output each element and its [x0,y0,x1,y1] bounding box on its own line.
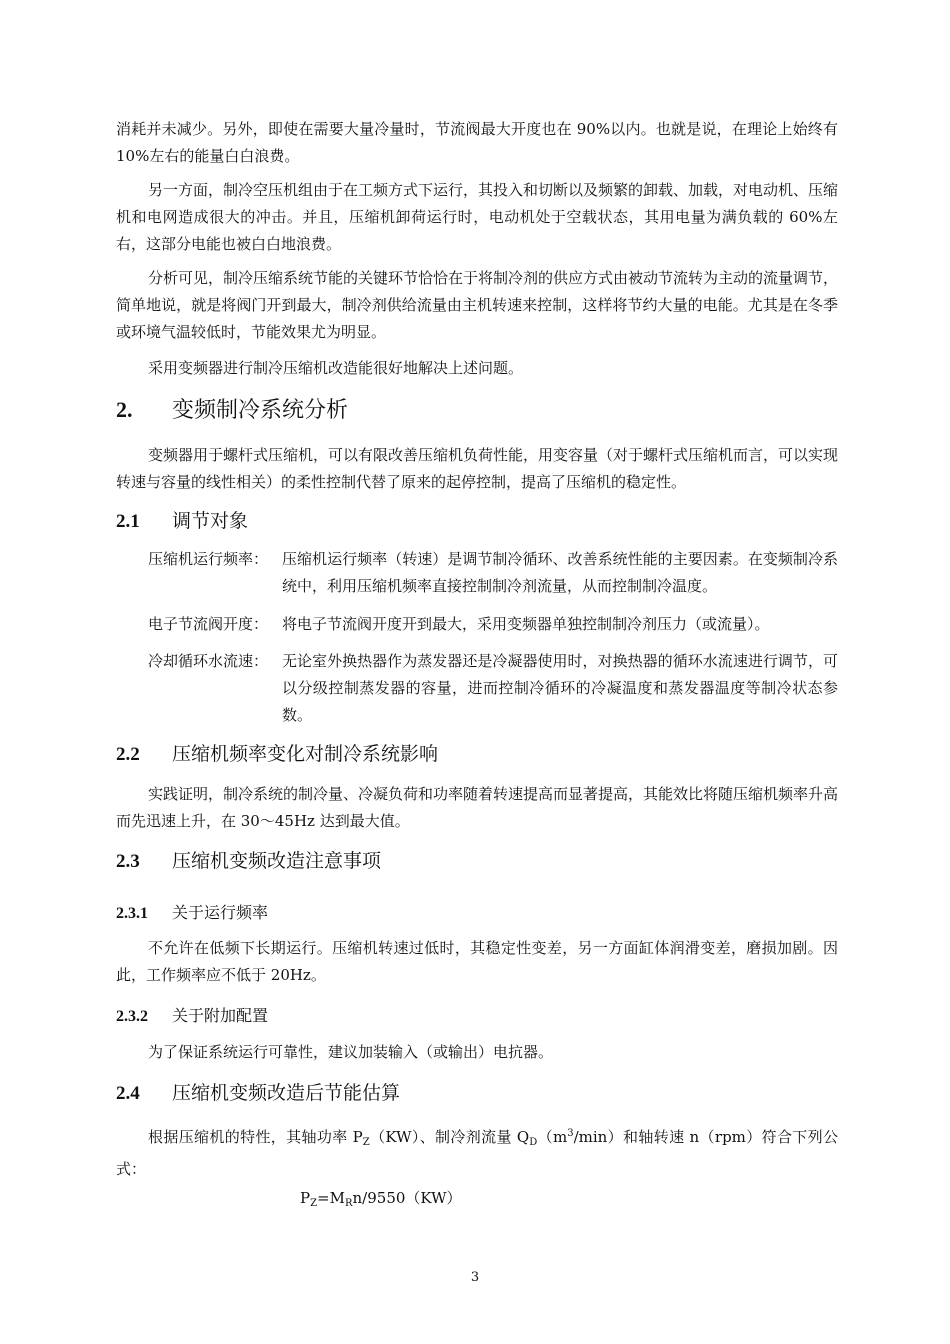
definition-desc: 无论室外换热器作为蒸发器还是冷凝器使用时，对换热器的循环水流速进行调节，可以分级控制蒸发器的容量，进而控制冷循环的冷凝温度和蒸发器温度等制冷状态参数。 [282,652,838,724]
section-heading-2-2 [116,741,438,768]
section-heading-2-3 [116,848,381,875]
paragraph-reactor: 为了保证系统运行可靠性，建议加装输入（或输出）电抗器。 [148,1043,554,1061]
paragraph-impact: 另一方面，制冷空压机组由于在工频方式下运行，其投入和切断以及频繁的卸载、加载，对电动机、压缩机和电网造成很大的冲击。并且，压缩机卸荷运行时，电动机处于空载状态，其用电量为满负载的 60%左右，这部分电能也被白白地浪费。 [116,181,839,253]
text-segment: /min）和轴转速 n（rpm）符合下列公式： [116,1128,838,1178]
section-title: 压缩机频率变化对制冷系统影响 [172,743,439,765]
definition-item [148,546,838,600]
text-segment: （m [537,1128,568,1146]
section-number: 2.3.2 [116,1008,148,1025]
section-heading-2-3-2 [116,1004,268,1029]
paragraph-practice: 实践证明，制冷系统的制冷量、冷凝负荷和功率随着转速提高而显著提高，其能效比将随压缩机频率升高而先迅速上升，在 30～45Hz 达到最大值。 [116,785,839,830]
section-heading-2-1 [116,508,248,535]
definition-desc: 压缩机运行频率（转速）是调节制冷循环、改善系统性能的主要因素。在变频制冷系统中，利用压缩机频率直接控制制冷剂流量，从而控制制冷温度。 [282,550,838,595]
paragraph-analysis: 分析可见，制冷压缩系统节能的关键环节恰恰在于将制冷剂的供应方式由被动节流转为主动的流量调节，简单地说，就是将阀门开到最大，制冷剂供给流量由主机转速来控制，这样将节约大量的电能。尤其是在冬季或环境气温较低时，节能效果尤为明显。 [116,269,839,341]
paragraph-energy-waste: 消耗并未减少。另外，即使在需要大量冷量时，节流阀最大开度也在 90%以内。也就是说，在理论上始终有 10%左右的能量白白浪费。 [116,120,838,165]
subscript: Z [362,1137,370,1148]
definition-term: 电子节流阀开度： [148,615,269,633]
definition-term: 压缩机运行频率： [148,550,269,568]
subscript: R [344,1198,353,1209]
section-title: 压缩机变频改造后节能估算 [172,1082,401,1104]
section-number: 2.2 [116,744,140,765]
definition-item [148,648,838,729]
section-title: 关于附加配置 [172,1006,269,1025]
definition-desc: 将电子节流阀开度开到最大，采用变频器单独控制制冷剂压力（或流量）。 [282,615,770,633]
section-heading-2-4 [116,1080,400,1107]
subscript: Z [310,1198,318,1209]
paragraph-frequency: 不允许在低频下长期运行。压缩机转速过低时，其稳定性变差，另一方面缸体润滑变差，磨损加剧。因此，工作频率应不低于 20Hz。 [116,939,838,984]
section-number: 2.3 [116,851,140,872]
text-segment: 根据压缩机的特性，其轴功率 P [148,1128,363,1146]
section-title: 变频制冷系统分析 [172,398,349,423]
page-number: 3 [470,1270,480,1285]
subscript: D [529,1137,538,1148]
formula-segment: n/9550（KW） [352,1189,462,1207]
section-number: 2.4 [116,1083,140,1104]
section-number: 2.3.1 [116,905,148,922]
section-heading-2 [116,395,348,426]
paragraph-vfd-intro: 变频器用于螺杆式压缩机，可以有限改善压缩机负荷性能，用变容量（对于螺杆式压缩机而言，可以实现转速与容量的线性相关）的柔性控制代替了原来的起停控制，提高了压缩机的稳定性。 [116,446,839,491]
paragraph-formula-intro [116,1120,838,1183]
section-number: 2.1 [116,511,140,532]
paragraph-solution: 采用变频器进行制冷压缩机改造能很好地解决上述问题。 [148,359,524,377]
section-number: 2. [116,397,133,422]
superscript: 3 [567,1128,574,1139]
section-title: 调节对象 [172,510,249,532]
section-heading-2-3-1 [116,901,268,926]
text-segment: （KW）、制冷剂流量 Q [369,1128,530,1146]
section-title: 压缩机变频改造注意事项 [172,850,382,872]
definition-item [148,611,838,638]
definition-term: 冷却循环水流速： [148,652,269,670]
formula-segment: P [300,1189,311,1207]
formula-segment: =M [317,1189,345,1207]
power-formula [300,1186,462,1216]
section-title: 关于运行频率 [172,903,269,922]
